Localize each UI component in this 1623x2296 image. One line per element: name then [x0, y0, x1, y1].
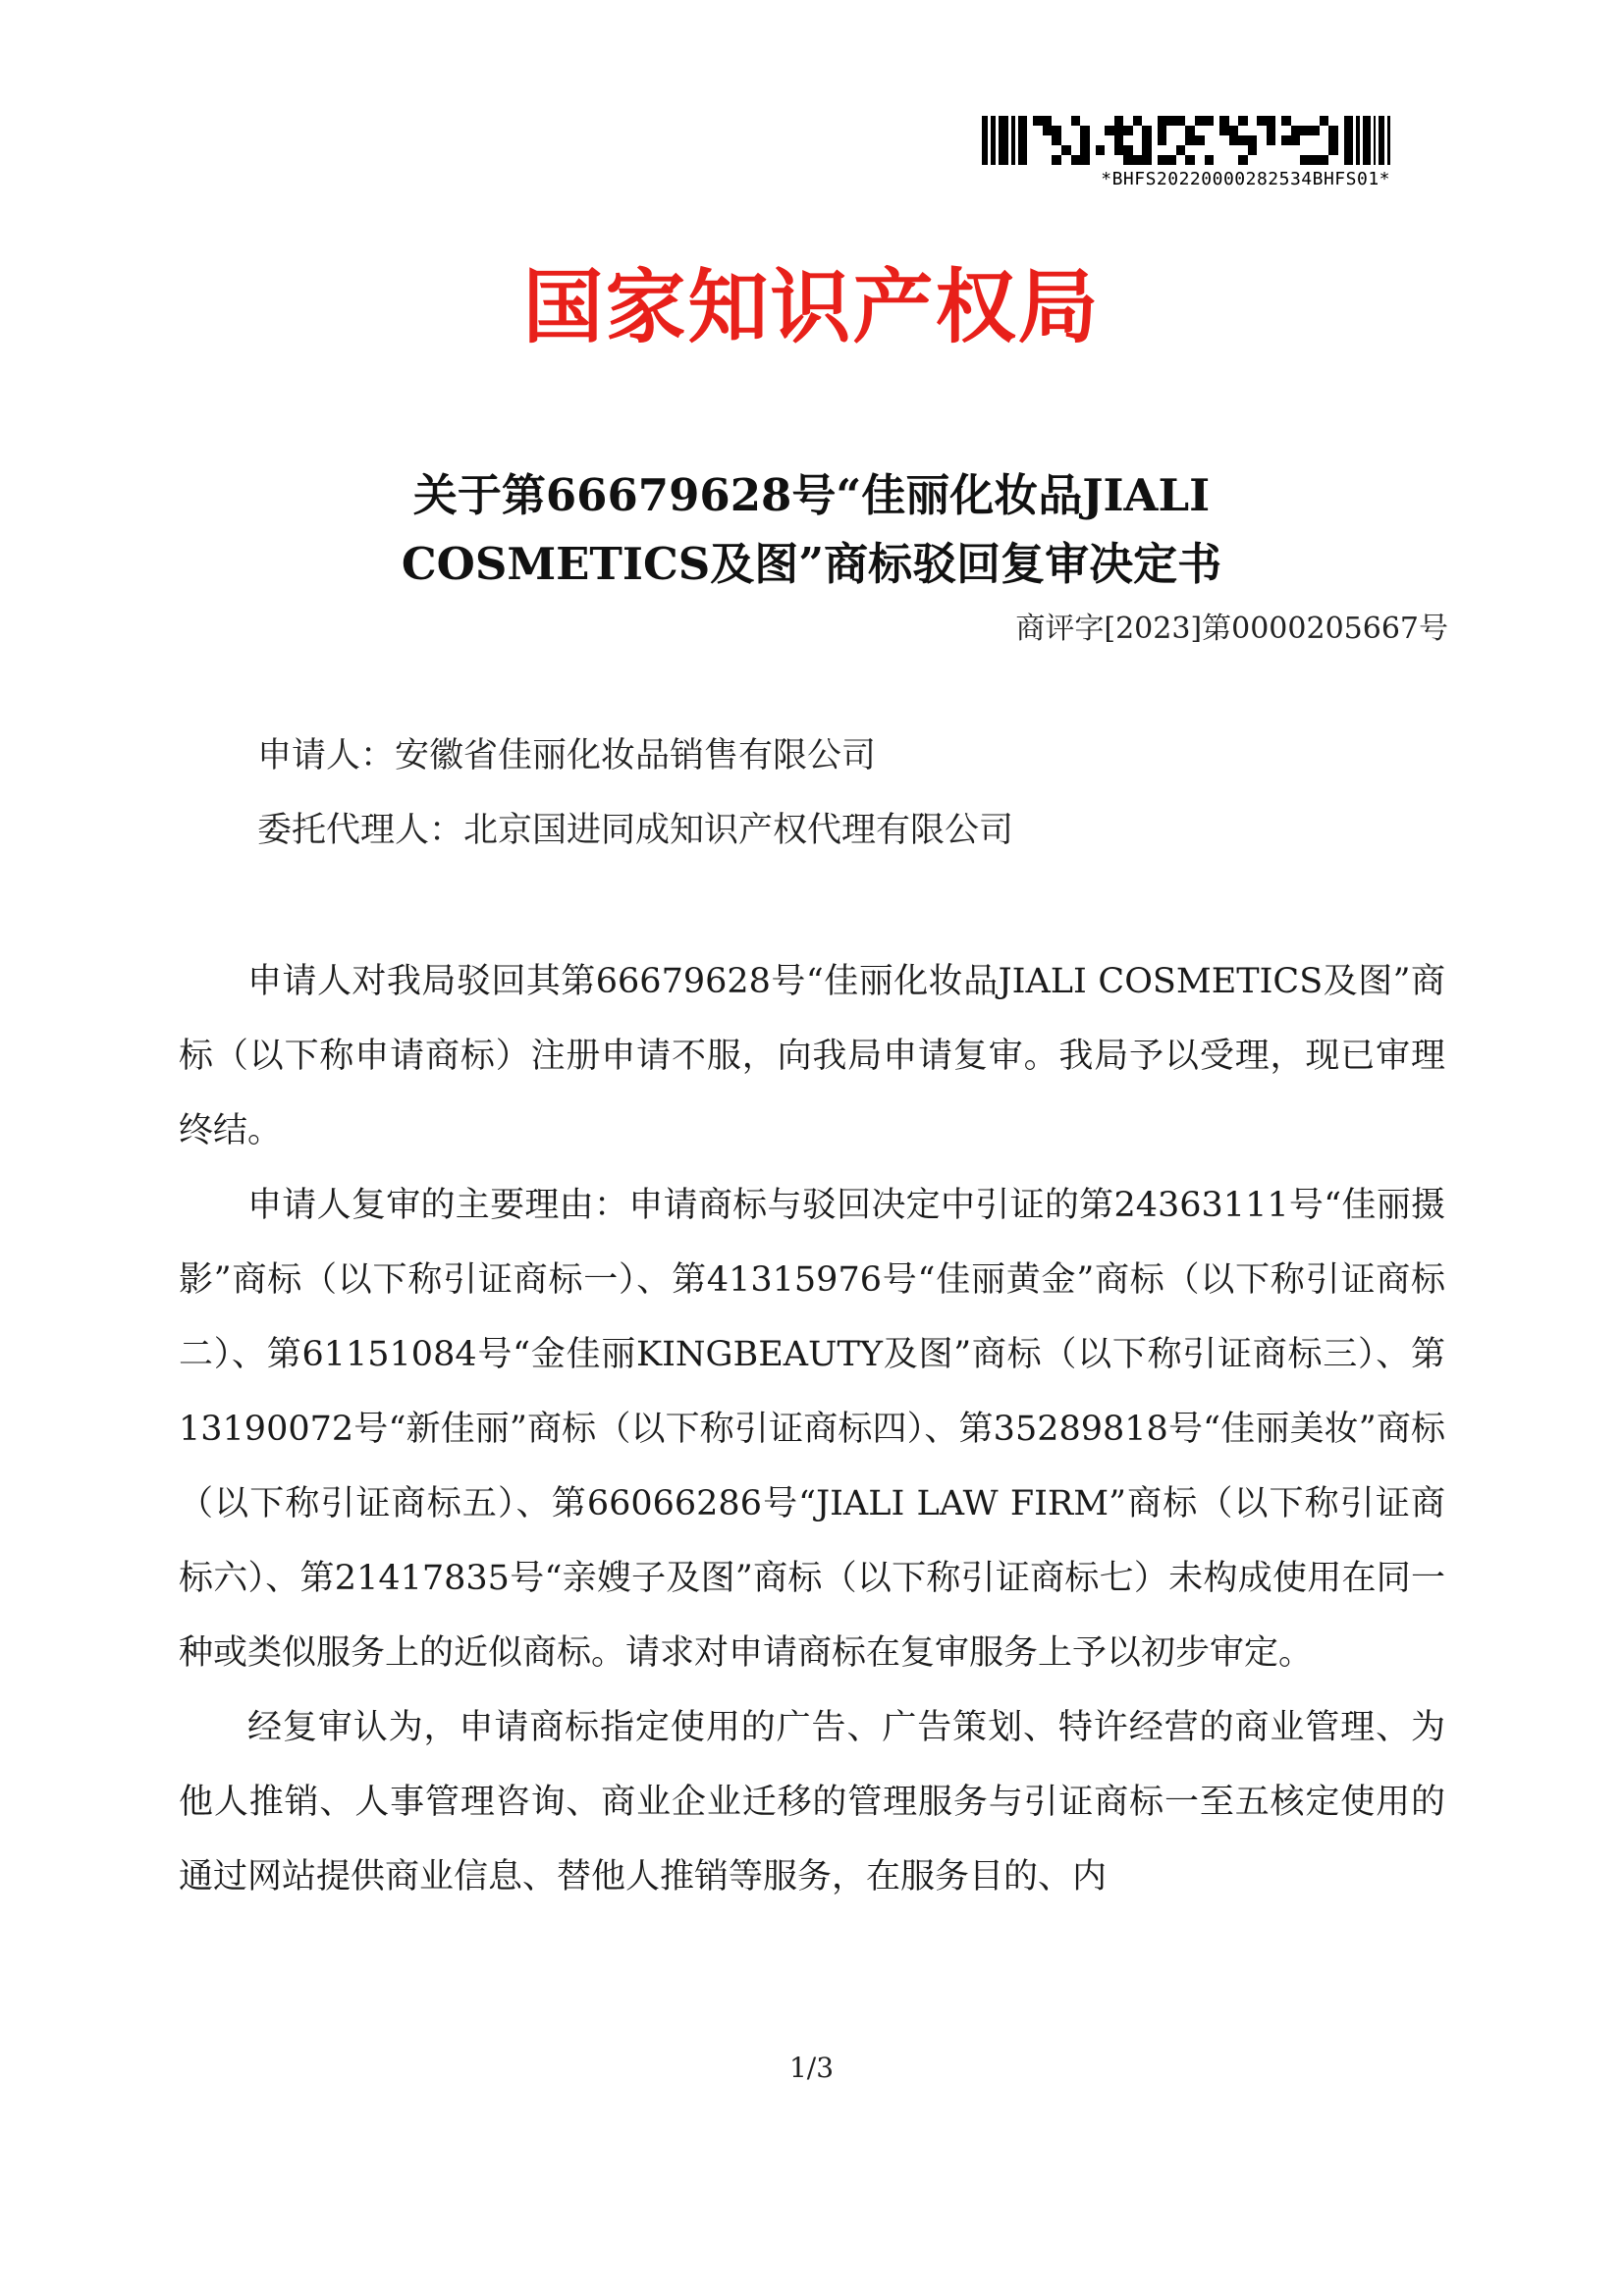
barcode-graphic: [982, 116, 1390, 165]
issuing-authority-title: 国家知识产权局: [522, 261, 1101, 354]
document-body: [179, 944, 1445, 1914]
body-paragraph: 申请人复审的主要理由：申请商标与驳回决定中引证的第24363111号“佳丽摄影”商标（以下称引证商标一）、第41315976号“佳丽黄金”商标（以下称引证商标二）、第61151084号“金佳丽KINGBEAUTY及图”商标（以下称引证商标三）、第13190072号“新佳丽”商标（以下称引证商标四）、第35289818号“佳丽美妆”商标（以下称引证商标五）、第66066286号“JIALI LAW FIRM”商标（以下称引证商标六）、第21417835号“亲嫂子及图”商标（以下称引证商标七）未构成使用在同一种或类似服务上的近似商标。请求对申请商标在复审服务上予以初步审定。: [179, 1186, 1445, 1673]
applicant-line: 申请人：安徽省佳丽化妆品销售有限公司: [257, 736, 877, 775]
barcode-text: *BHFS20220000282534BHFS01*: [1101, 169, 1390, 189]
page-number: 1/3: [788, 2052, 835, 2084]
document-title-line-1: 关于第66679628号“佳丽化妆品JIALI: [412, 469, 1211, 521]
document-number: 商评字[2023]第0000205667号: [1015, 612, 1448, 646]
body-paragraph: 申请人对我局驳回其第66679628号“佳丽化妆品JIALI COSMETICS及图”商标（以下称申请商标）注册申请不服，向我局申请复审。我局予以受理，现已审理终结。: [179, 962, 1445, 1150]
document-title-line-2: COSMETICS及图”商标驳回复审决定书: [401, 538, 1222, 590]
body-paragraph: 经复审认为，申请商标指定使用的广告、广告策划、特许经营的商业管理、为他人推销、人事管理咨询、商业企业迁移的管理服务与引证商标一至五核定使用的通过网站提供商业信息、替他人推销等服务，在服务目的、内: [179, 1708, 1445, 1896]
document-title: [0, 461, 1623, 599]
agent-line: 委托代理人：北京国进同成知识产权代理有限公司: [257, 811, 1014, 850]
barcode: [978, 116, 1390, 189]
